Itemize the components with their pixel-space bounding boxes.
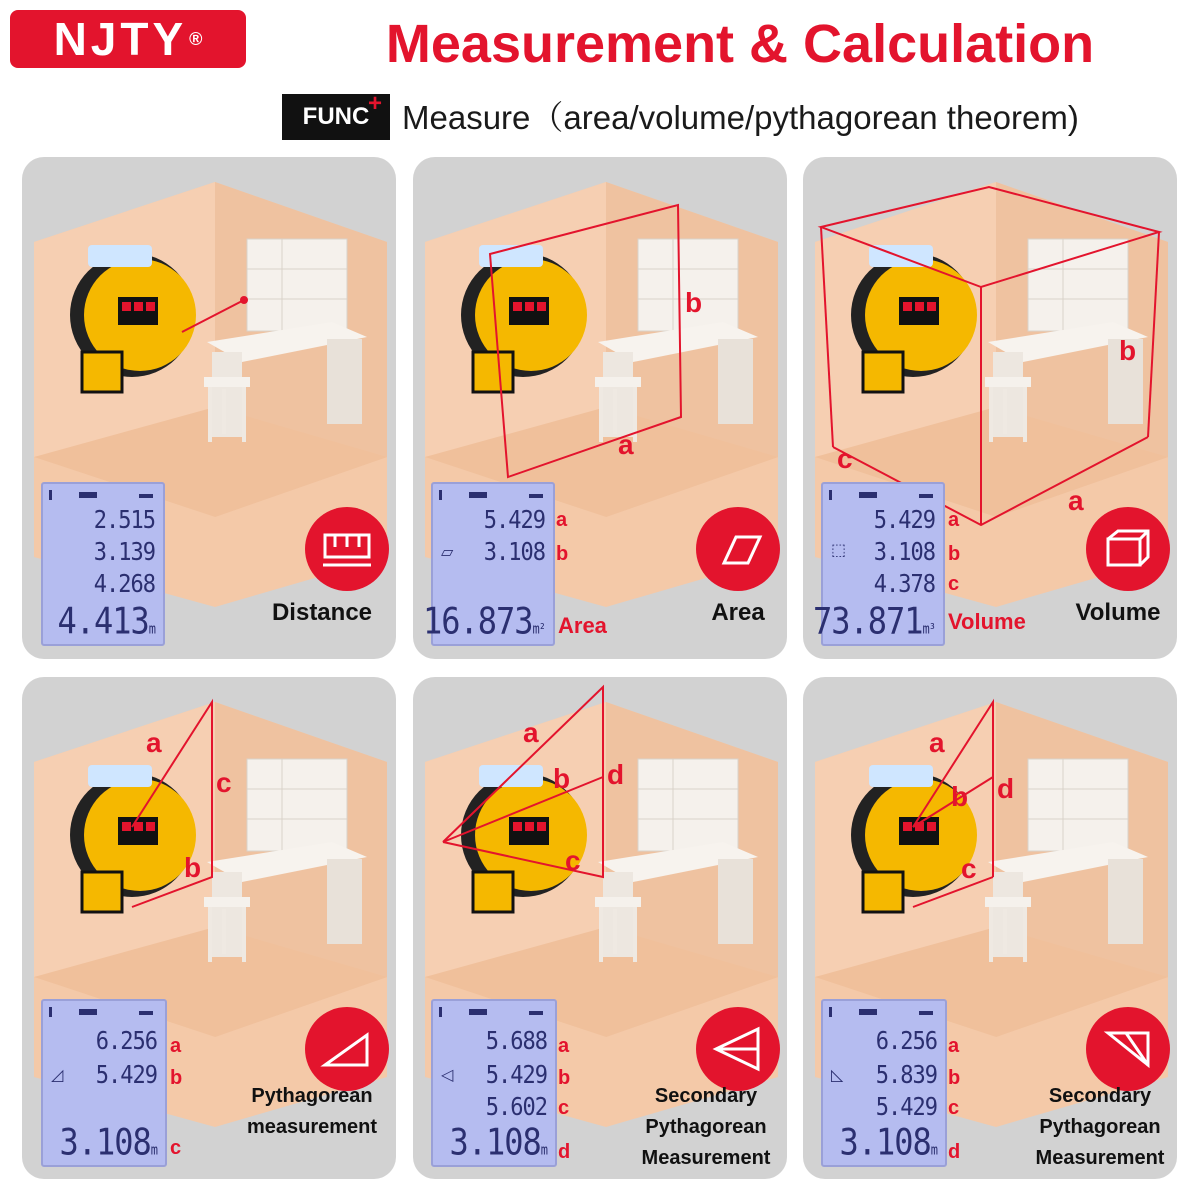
panel-caption: Area [711, 599, 765, 626]
reading-label-b: b [948, 543, 961, 565]
result-label: d [948, 1141, 961, 1163]
lcd-status-icons [439, 490, 549, 500]
reading-label-b: b [170, 1067, 183, 1089]
reading-label-c: c [948, 573, 960, 595]
triangle-mode-icon: ◿ [51, 1067, 64, 1084]
line-label-b: b [1119, 335, 1137, 366]
lcd-status-icons [829, 490, 939, 500]
panel-pythagorean [22, 677, 396, 1179]
line-label-c: c [216, 767, 232, 798]
caption-line-3: Measurement [1035, 1147, 1165, 1169]
lcd-reading-2: 3.139 [93, 538, 155, 567]
lcd-reading-2: 5.429 [485, 1061, 547, 1090]
line-label-a: a [523, 717, 539, 748]
result-label: c [170, 1137, 182, 1159]
reading-label-a: a [170, 1035, 182, 1057]
func-label: FUNC [302, 103, 370, 130]
lcd-reading-3: 4.268 [93, 570, 155, 599]
panel-area [413, 157, 787, 659]
caption-line-2: Pythagorean [1039, 1116, 1161, 1138]
line-label-b: b [184, 852, 202, 883]
line-label-b: b [553, 763, 571, 794]
lcd-reading-3: 5.602 [485, 1093, 547, 1122]
reading-label-b: b [556, 543, 569, 565]
line-label-d: d [997, 773, 1015, 804]
lcd-result: 3.108m [839, 1120, 937, 1164]
lcd-display [422, 482, 555, 646]
reading-label-a: a [948, 509, 960, 531]
lcd-unit: m [930, 1142, 937, 1159]
lcd-reading-1: 5.429 [483, 506, 545, 535]
reading-label-c: c [948, 1097, 960, 1119]
lcd-status-icons [49, 1007, 159, 1017]
volume-icon [1086, 507, 1170, 591]
lcd-reading-2: 5.839 [875, 1061, 937, 1090]
lcd-display [812, 482, 945, 646]
lcd-reading-1: 5.688 [485, 1027, 547, 1056]
lcd-reading-3: 4.378 [873, 570, 935, 599]
split-triangle-icon [1086, 1007, 1170, 1091]
lcd-display [821, 999, 947, 1167]
line-label-a: a [146, 727, 162, 758]
lcd-reading-1: 5.429 [873, 506, 935, 535]
reading-label-b: b [948, 1067, 961, 1089]
double-triangle-mode-icon: ◁ [441, 1067, 454, 1084]
lcd-result: 3.108m [449, 1120, 547, 1164]
lcd-reading-1: 6.256 [95, 1027, 157, 1056]
brand-logo [10, 10, 246, 68]
line-label-c: c [837, 443, 853, 474]
lcd-unit: m³ [922, 621, 935, 638]
lcd-reading-2: 5.429 [95, 1061, 157, 1090]
caption-line-2: Pythagorean [645, 1116, 767, 1138]
reading-label-a: a [948, 1035, 960, 1057]
lcd-result: 3.108m [59, 1120, 157, 1164]
split-triangle-mode-icon: ◺ [831, 1067, 844, 1084]
panel-distance [22, 157, 396, 659]
line-label-a: a [929, 727, 945, 758]
line-label-b: b [685, 287, 703, 318]
line-label-a: a [618, 429, 634, 460]
lcd-result: 4.413m [57, 599, 155, 643]
brand-name: NJTY [53, 13, 188, 65]
reading-label-a: a [558, 1035, 570, 1057]
lcd-status-icons [829, 1007, 939, 1017]
lcd-unit: m [148, 621, 155, 638]
registered-mark: ® [189, 28, 203, 49]
double-triangle-icon [696, 1007, 780, 1091]
page-title: Measurement & Calculation [385, 14, 1095, 74]
area-mode-icon: ▱ [441, 544, 454, 561]
lcd-result: 73.871m³ [812, 599, 935, 643]
caption-line-1: Secondary [1048, 1085, 1152, 1107]
reading-label-b: b [558, 1067, 571, 1089]
panel-secondary-pythagorean-1 [413, 677, 787, 1179]
line-label-a: a [1068, 485, 1084, 516]
lcd-reading-1: 6.256 [875, 1027, 937, 1056]
line-label-d: d [607, 759, 625, 790]
result-label: d [558, 1141, 571, 1163]
triangle-icon [305, 1007, 389, 1091]
func-plus: + [367, 90, 382, 117]
panel-secondary-pythagorean-2 [803, 677, 1177, 1179]
lcd-unit: m [540, 1142, 547, 1159]
caption-line-1: Secondary [654, 1085, 758, 1107]
lcd-status-icons [49, 490, 159, 500]
panel-caption: Distance [271, 599, 373, 626]
panel-caption [237, 1081, 387, 1143]
lcd-display [431, 999, 557, 1167]
panel-caption [631, 1081, 781, 1174]
reading-label-c: c [558, 1097, 570, 1119]
area-icon [696, 507, 780, 591]
line-label-c: c [565, 845, 581, 876]
lcd-reading-2: 3.108 [483, 538, 545, 567]
result-label: Volume [948, 609, 1026, 634]
caption-line-2: measurement [246, 1116, 378, 1138]
lcd-unit: m [150, 1142, 157, 1159]
panel-volume [803, 157, 1177, 659]
line-label-b: b [951, 781, 969, 812]
func-key-badge [282, 90, 390, 140]
volume-mode-icon: ⬚ [831, 542, 847, 559]
reading-label-a: a [556, 509, 568, 531]
lcd-unit: m² [532, 621, 545, 638]
subtitle: Measure（area/volume/pythagorean theorem) [402, 99, 1079, 136]
lcd-display [41, 482, 165, 646]
lcd-result: 16.873m² [422, 599, 545, 643]
line-label-c: c [961, 853, 977, 884]
panel-caption: Volume [1075, 599, 1161, 626]
distance-icon [305, 507, 389, 591]
lcd-reading-2: 3.108 [873, 538, 935, 567]
panel-caption [1025, 1081, 1175, 1174]
lcd-display [41, 999, 167, 1167]
caption-line-3: Measurement [641, 1147, 771, 1169]
result-label: Area [558, 613, 607, 638]
lcd-reading-1: 2.515 [93, 506, 155, 535]
caption-line-1: Pythagorean [251, 1085, 373, 1107]
lcd-status-icons [439, 1007, 549, 1017]
lcd-reading-3: 5.429 [875, 1093, 937, 1122]
